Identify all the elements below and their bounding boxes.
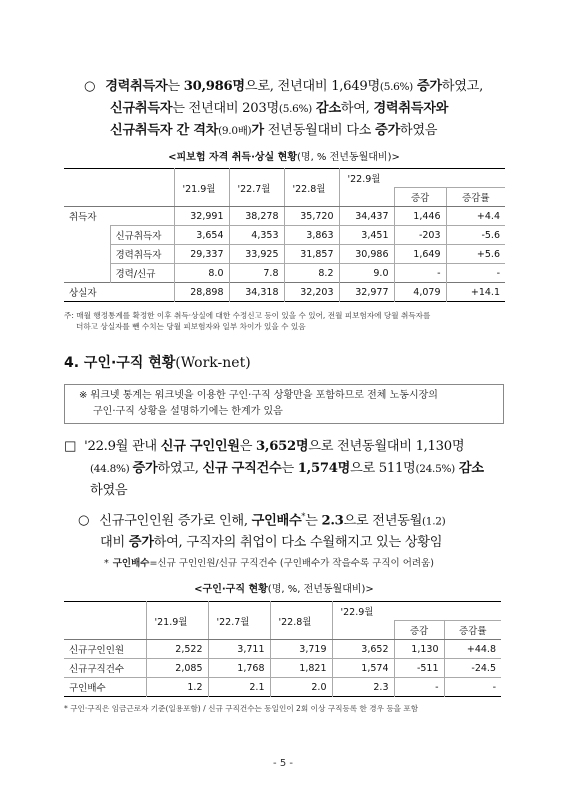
percent: (24.5%) (415, 463, 455, 475)
text: 는 전년대비 203명 (172, 101, 279, 116)
cell: 3,863 (284, 226, 339, 245)
section1-line3 (84, 120, 524, 142)
cell: +44.8 (444, 640, 501, 659)
cell: -5.6 (446, 226, 505, 245)
text: 하였고, (157, 461, 203, 476)
info-box-line2: 구인·구직 상황을 설명하기에는 한계가 있음 (93, 406, 283, 417)
empty-cell (64, 264, 110, 283)
cell: 2,522 (146, 640, 208, 659)
cell: 4,079 (394, 283, 446, 302)
cell: 2.0 (270, 678, 332, 697)
text: 하였고, (441, 79, 483, 94)
section1-line1 (84, 76, 524, 98)
worknet-info-box (64, 384, 504, 424)
cell: 9.0 (339, 264, 394, 283)
cell: 34,437 (339, 207, 394, 226)
percent: (5.6%) (278, 103, 312, 115)
table2-caption-unit: (명, %, 전년동월대비)> (267, 584, 374, 595)
table1 (64, 168, 505, 302)
square-bullet: □ (64, 439, 77, 454)
header-cell: '22.9월 (339, 169, 505, 188)
text: 대비 (100, 535, 129, 551)
table1-header-row (64, 169, 505, 188)
row-label: 신규취득자 (110, 226, 174, 245)
empty-cell (64, 226, 110, 245)
table2-note: * 구인·구직은 임금근로자 기준(일용포함) / 신규 구직건수는 동일인이 2회 이상 구직등록 한 경우 등을 포함 (64, 704, 419, 713)
text: 으로 전년동월 (343, 513, 423, 529)
row-label: 구인배수 (64, 678, 146, 697)
cell: -511 (394, 659, 444, 678)
text: 하여, 구직자의 취업이 다소 수월해지고 있는 상황임 (153, 535, 443, 551)
cell: - (444, 678, 501, 697)
increase-word: 증가 (132, 461, 158, 476)
cell: 1,649 (394, 245, 446, 264)
cell: 28,898 (174, 283, 229, 302)
ratio: (1.2) (422, 515, 446, 528)
header-cell: '21.9월 (146, 602, 208, 640)
circle-bullet: ○ (78, 513, 90, 529)
text: 는 (167, 79, 184, 94)
empty-cell (64, 602, 146, 640)
cell: 2,085 (146, 659, 208, 678)
cell: 1,446 (394, 207, 446, 226)
cell: 8.2 (284, 264, 339, 283)
cell: 1.2 (146, 678, 208, 697)
table2-caption-title: <구인·구직 현황 (194, 584, 268, 595)
text: 은 (239, 439, 257, 454)
cell: 2.1 (208, 678, 270, 697)
recruit-paragraph (64, 436, 524, 502)
cell: 1,130 (394, 640, 444, 659)
cell: 32,203 (284, 283, 339, 302)
section1-paragraph (84, 76, 524, 142)
recruit-line1 (64, 436, 524, 458)
cell: 34,318 (229, 283, 284, 302)
value: 3,652명 (256, 439, 309, 454)
header-cell: '22.7월 (229, 169, 284, 207)
cell: 35,720 (284, 207, 339, 226)
term-gap: 신규취득자 간 격차 (110, 123, 219, 138)
cell: 7.8 (229, 264, 284, 283)
table-row (64, 245, 505, 264)
term-experienced-hires-and: 경력취득자와 (373, 101, 449, 116)
cell: 1,574 (332, 659, 394, 678)
text: 는 (305, 513, 322, 529)
percent: (44.8%) (90, 463, 133, 475)
term-experienced-hires: 경력취득자 (105, 79, 168, 94)
section1-line2 (84, 98, 524, 120)
table-row (64, 678, 501, 697)
table-row (64, 264, 505, 283)
table1-note-line1: 주: 매월 행정통계를 확정한 이후 취득·상실에 대한 수정신고 등이 있을 수 있어, 전월 피보험자에 당월 취득자를 (64, 311, 431, 320)
cell: 3,451 (339, 226, 394, 245)
cell: 32,991 (174, 207, 229, 226)
cell: 32,977 (339, 283, 394, 302)
cell: +4.4 (446, 207, 505, 226)
cell: - (394, 678, 444, 697)
footnote-star: * (104, 558, 109, 569)
text: 는 (281, 461, 298, 476)
footnote-text: =신규 구인인원/신규 구직건수 (구인배수가 작을수록 구직이 어려움) (149, 558, 434, 569)
header-cell: '22.8월 (284, 169, 339, 207)
row-label: 신규구직건수 (64, 659, 146, 678)
term: 구인배수 (251, 513, 302, 529)
text: 으로 전년동월대비 1,130명 (308, 439, 465, 454)
text: '22.9월 관내 (84, 439, 161, 454)
header-cell: 증감률 (446, 188, 505, 207)
decrease-word: 감소 (315, 101, 341, 116)
ratio-paragraph (78, 506, 518, 554)
footnote-marker: * (301, 512, 306, 521)
info-box-line1: ※ 워크넷 통계는 워크넷을 이용한 구인·구직 상황만을 포함하므로 전체 노동시장의 (79, 390, 438, 401)
empty-cell (64, 245, 110, 264)
row-label: 상실자 (64, 283, 174, 302)
section4-heading-suffix: (Work-net) (175, 355, 251, 371)
cell: 1,821 (270, 659, 332, 678)
cell: 30,986 (339, 245, 394, 264)
cell: 3,652 (332, 640, 394, 659)
table-row (64, 659, 501, 678)
increase-word: 증가 (128, 535, 154, 551)
header-cell: '22.9월 (332, 602, 501, 621)
ratio-line2 (78, 532, 518, 554)
value: 30,986명 (183, 79, 245, 94)
table2-caption (64, 580, 504, 595)
table1-caption-unit: (명, % 전년동월대비)> (297, 152, 400, 163)
term: 신규 구인인원 (160, 439, 240, 454)
header-cell: '21.9월 (174, 169, 229, 207)
cell: 38,278 (229, 207, 284, 226)
row-label: 취득자 (69, 212, 97, 223)
header-cell: 증감 (394, 621, 444, 640)
cell: 1,768 (208, 659, 270, 678)
cell: - (394, 264, 446, 283)
table-row (64, 640, 501, 659)
table1-caption-title: <피보험 자격 취득·상실 현황 (168, 152, 298, 163)
cell: -24.5 (444, 659, 501, 678)
table-row (64, 226, 505, 245)
cell: 3,719 (270, 640, 332, 659)
ratio-line1 (78, 506, 518, 532)
text: 전년동월대비 다소 (263, 123, 376, 138)
section4-heading (64, 352, 251, 372)
cell: 3,711 (208, 640, 270, 659)
text: 하였음 (399, 123, 438, 138)
empty-cell (332, 621, 394, 640)
table1-note-line2: 더하고 상실자를 뺀 수치는 당월 피보험자와 일부 차이가 있을 수 있음 (76, 322, 306, 331)
cell: -203 (394, 226, 446, 245)
header-cell: '22.7월 (208, 602, 270, 640)
term: 신규 구직건수 (202, 461, 282, 476)
row-label: 경력/신규 (110, 264, 174, 283)
increase-word: 증가 (416, 79, 442, 94)
decrease-word: 감소 (458, 461, 484, 476)
ratio-footnote (104, 555, 434, 569)
cell: - (446, 264, 505, 283)
percent: (5.6%) (379, 81, 413, 93)
text: 하여, (340, 101, 374, 116)
recruit-line3: 하였음 (90, 483, 128, 498)
cell: 8.0 (174, 264, 229, 283)
cell: 3,654 (174, 226, 229, 245)
increase-word: 증가 (375, 123, 400, 138)
table2 (64, 601, 501, 697)
row-label: 신규구인인원 (69, 645, 125, 656)
text: 으로, 전년대비 1,649명 (244, 79, 380, 94)
cell: 29,337 (174, 245, 229, 264)
cell: 2.3 (332, 678, 394, 697)
text: 으로 511명 (350, 461, 416, 476)
table-row (64, 283, 505, 302)
header-cell: 증감률 (444, 621, 501, 640)
cell: 31,857 (284, 245, 339, 264)
table1-note (64, 310, 509, 332)
table1-caption (64, 148, 504, 163)
empty-cell (64, 169, 174, 207)
table-row (64, 207, 505, 226)
header-cell: 증감 (394, 188, 446, 207)
value: 1,574명 (297, 461, 351, 476)
cell: +14.1 (446, 283, 505, 302)
table2-header-row (64, 602, 501, 621)
header-cell: '22.8월 (270, 602, 332, 640)
empty-cell (339, 188, 394, 207)
text: 가 (251, 123, 264, 138)
footnote-term: 구인배수 (112, 558, 150, 569)
ratio: (9.0배) (218, 125, 252, 137)
row-label: 경력취득자 (110, 245, 174, 264)
recruit-line2 (64, 458, 524, 480)
section4-heading-title: 4. 구인·구직 현황 (64, 355, 176, 371)
cell: 4,353 (229, 226, 284, 245)
text: 신규구인인원 증가로 인해, (99, 513, 252, 529)
cell: 33,925 (229, 245, 284, 264)
cell: +5.6 (446, 245, 505, 264)
circle-bullet: ○ (84, 79, 96, 94)
value: 2.3 (321, 513, 344, 529)
term-new-hires: 신규취득자 (110, 101, 173, 116)
page-number: - 5 - (273, 758, 293, 769)
